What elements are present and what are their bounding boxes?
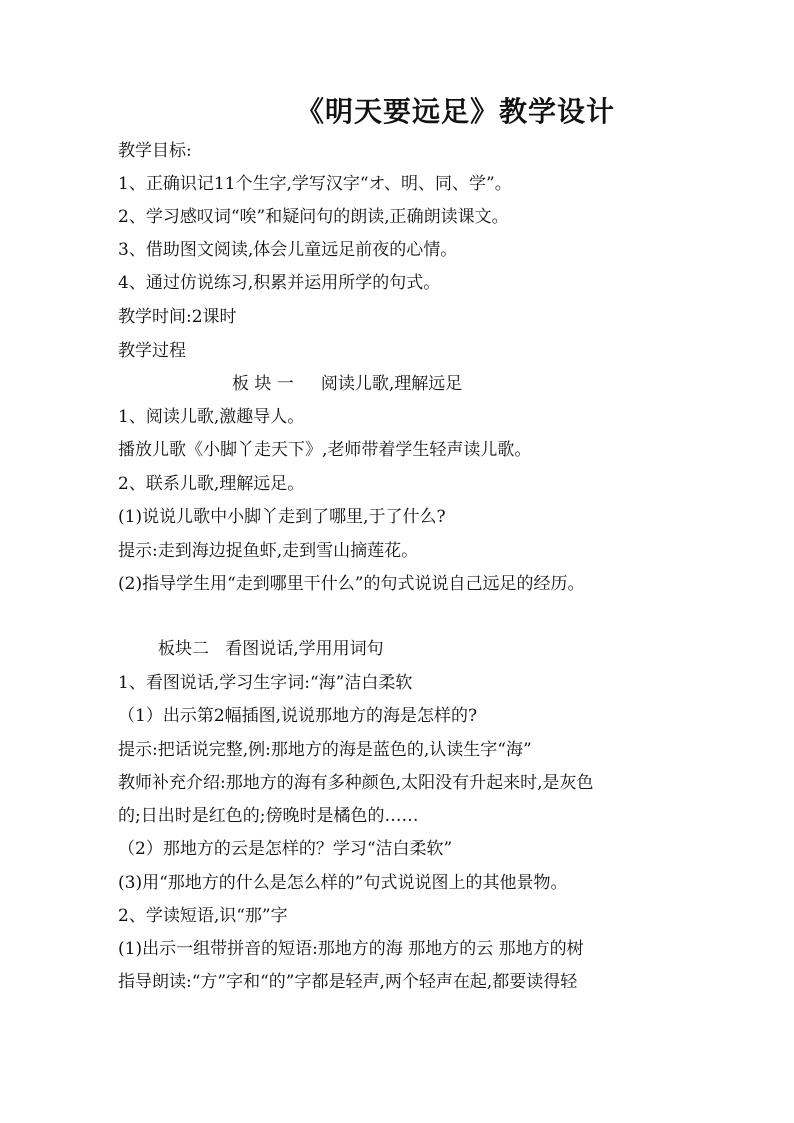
text-line: 教师补充介绍:那地方的海有多种颜色,太阳没有升起来时,是灰色 bbox=[118, 773, 594, 793]
text-line: 指导朗读:“方”字和“的”字都是轻声,两个轻声在起,都要读得轻 bbox=[118, 972, 578, 992]
text-line: 提示:走到海边捉鱼虾,走到雪山摘莲花。 bbox=[118, 541, 419, 561]
text-line: (3)用“那地方的什么是怎么样的”句式说说图上的其他景物。 bbox=[118, 873, 568, 893]
text-line: （2）那地方的云是怎样的？学习“洁白柔软” bbox=[118, 839, 453, 859]
text-line: 1、阅读儿歌,激趣导人。 bbox=[118, 407, 305, 427]
text-line: 教学目标: bbox=[118, 141, 192, 161]
text-line: (1)出示一组带拼音的短语:那地方的海 那地方的云 那地方的树 bbox=[118, 939, 584, 959]
text-line: 教学过程 bbox=[118, 341, 186, 361]
text-line: 2、学读短语,识“那”字 bbox=[118, 906, 288, 926]
text-line: (1)说说儿歌中小脚丫走到了哪里,于了什么? bbox=[118, 507, 446, 527]
text-line: 1、看图说话,学习生字词:“海”洁白柔软 bbox=[118, 673, 413, 693]
text-line: 1、正确识记11个生字,学写汉字“オ、明、同、学”。 bbox=[118, 174, 512, 194]
text-line: 的;日出时是红色的;傍晚时是橘色的…… bbox=[118, 806, 419, 826]
section-heading: 板块二 看图说话,学用用词句 bbox=[158, 639, 384, 659]
text-line: （1）出示第2幅插图,说说那地方的海是怎样的? bbox=[118, 706, 478, 726]
text-line: 4、通过仿说练习,积累并运用所学的句式。 bbox=[118, 273, 441, 293]
text-line: 2、联系儿歌,理解远足。 bbox=[118, 474, 305, 494]
text-line: 3、借助图文阅读,体会儿童远足前夜的心情。 bbox=[118, 240, 458, 260]
document-title: 《明天要远足》教学设计 bbox=[296, 95, 616, 128]
text-line: (2)指导学生用“走到哪里干什么”的句式说说自己远足的经历。 bbox=[118, 574, 585, 594]
text-line: 播放儿歌《小脚丫走天下》,老师带着学生轻声读儿歌。 bbox=[118, 440, 532, 460]
text-line: 提示:把话说完整,例:那地方的海是蓝色的,认读生字“海” bbox=[118, 740, 532, 760]
section-heading: 板 块 一 阅读儿歌,理解远足 bbox=[232, 374, 463, 394]
text-line: 教学时间:2课时 bbox=[118, 307, 237, 327]
text-line: 2、学习感叹词“唉”和疑问句的朗读,正确朗读课文。 bbox=[118, 207, 509, 227]
